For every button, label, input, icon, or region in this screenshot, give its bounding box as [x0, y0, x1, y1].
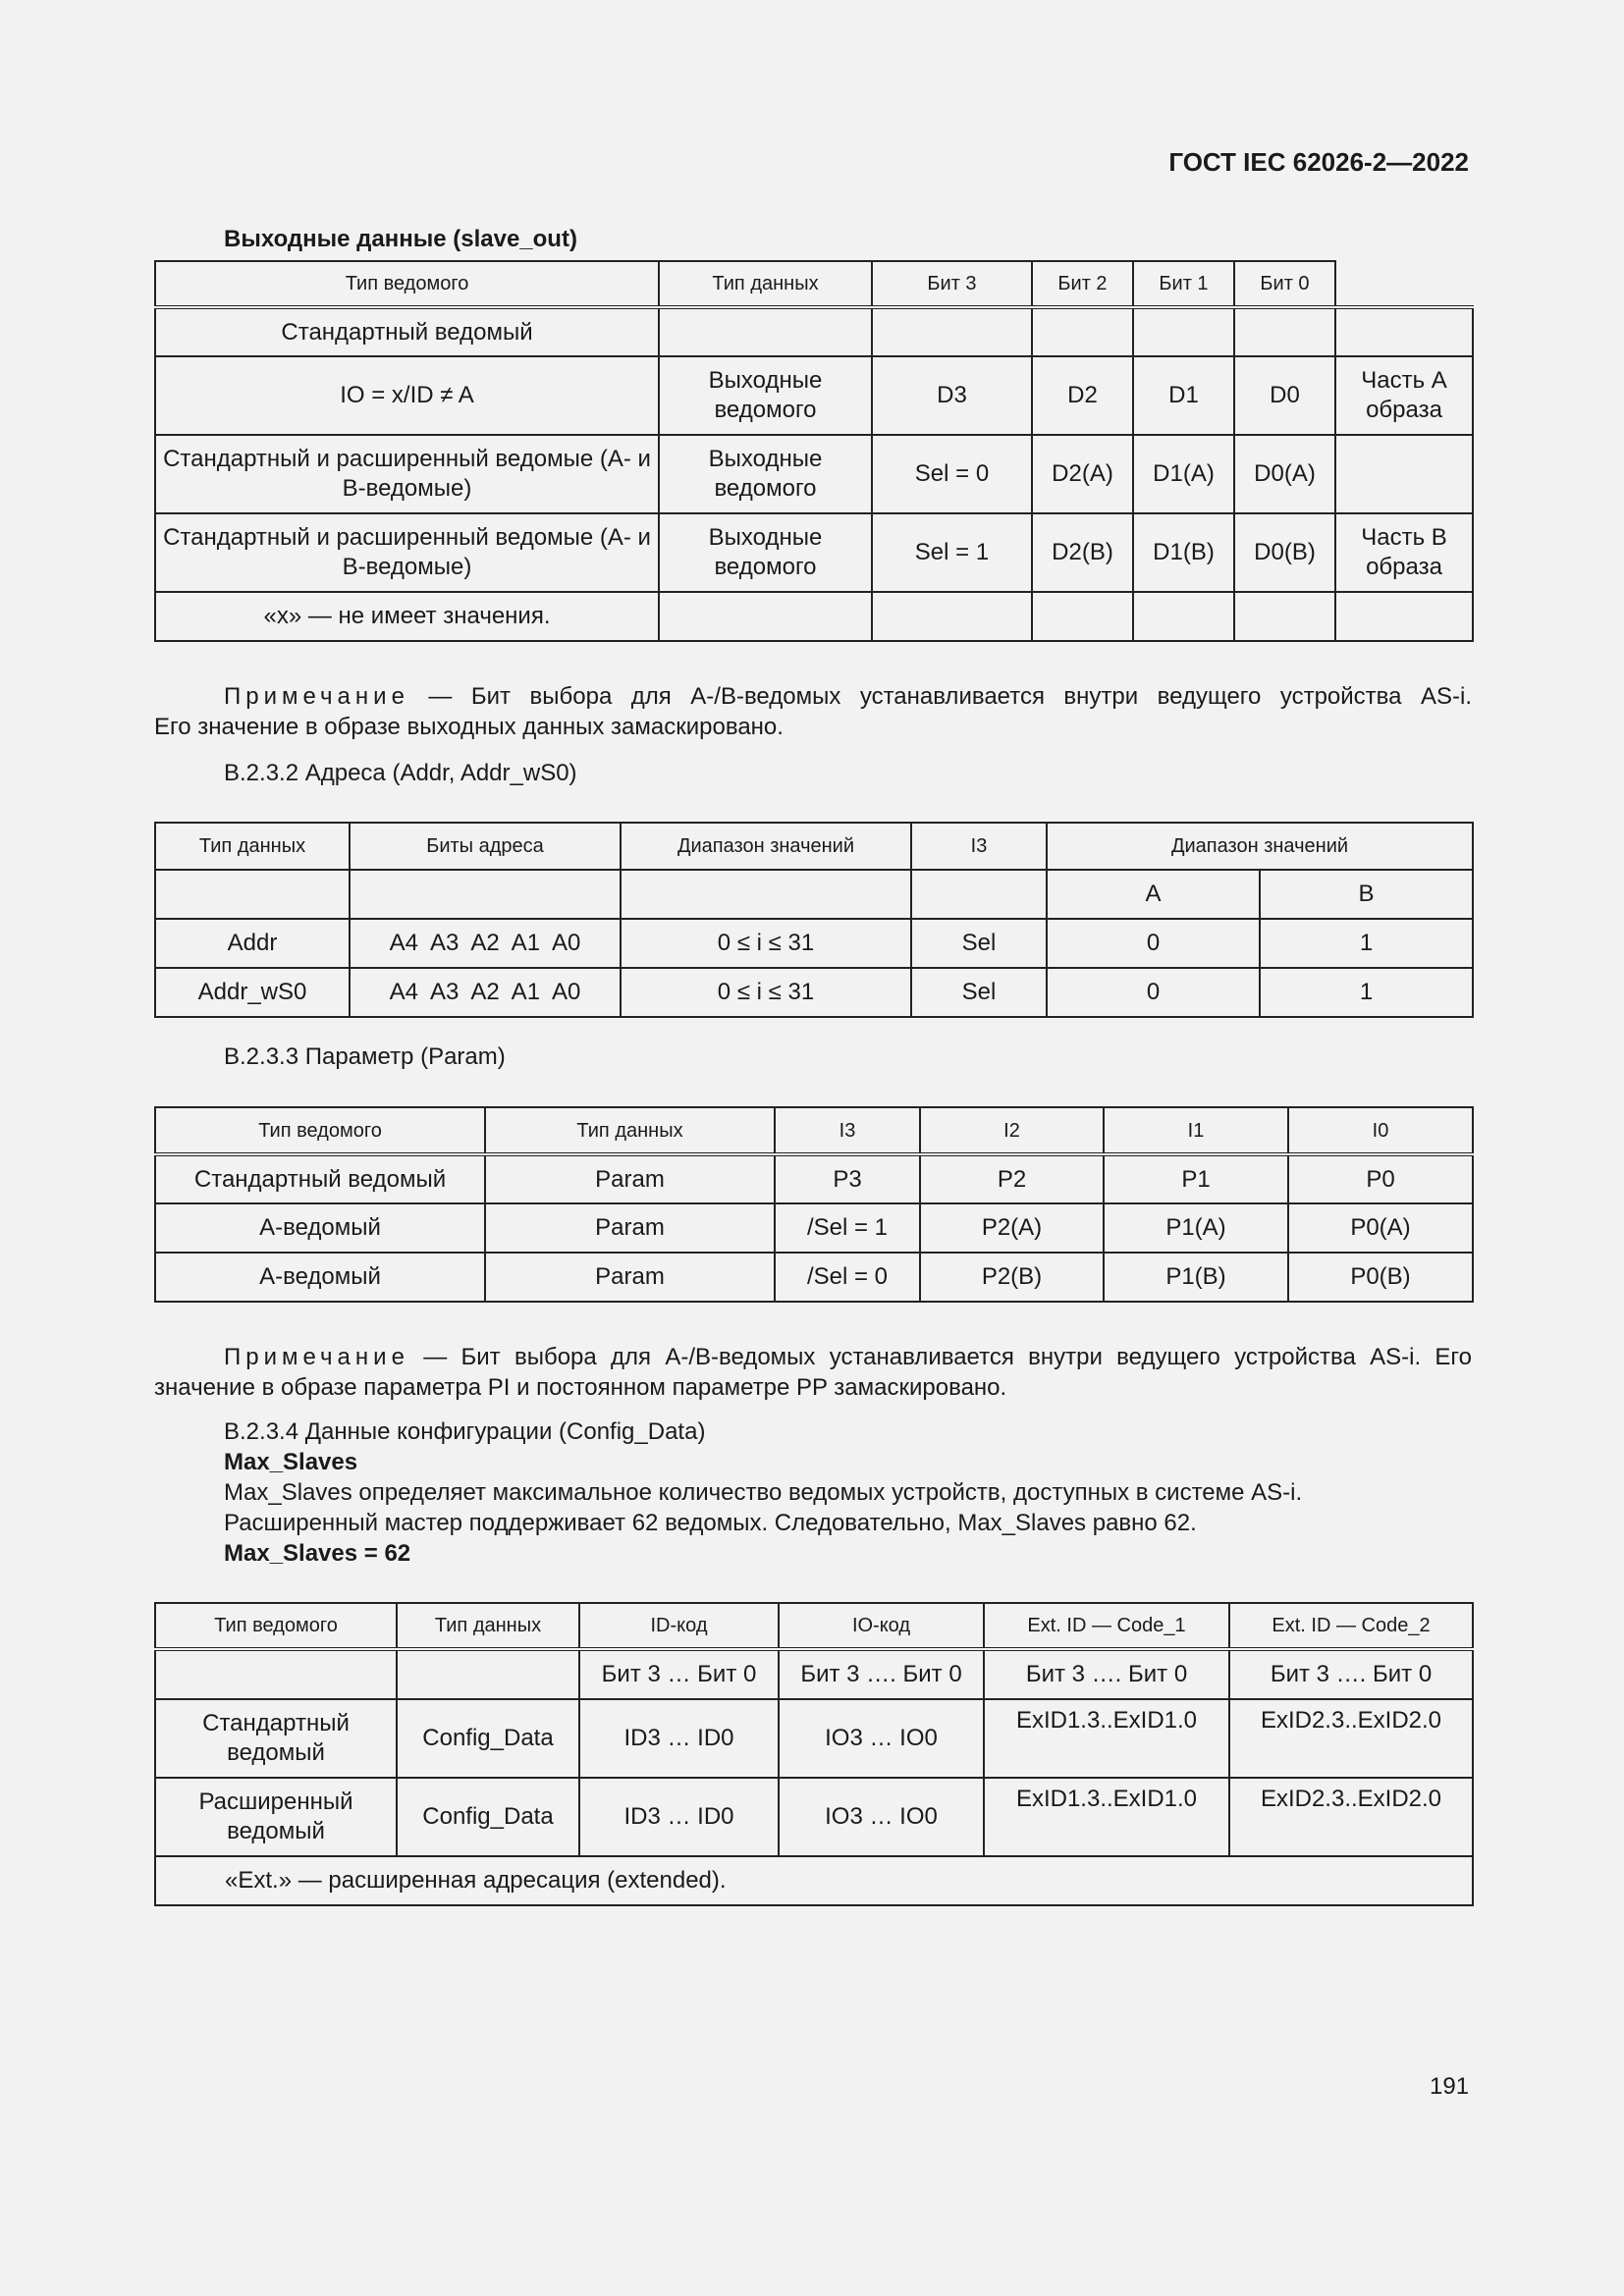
table-cell: 0 ≤ i ≤ 31	[621, 968, 911, 1017]
header-cell: Ext. ID — Code_1	[984, 1603, 1229, 1649]
table-cell: A4 A3 A2 A1 A0	[350, 919, 621, 968]
table-cell: Config_Data	[397, 1778, 579, 1856]
table-cell: Sel	[911, 919, 1047, 968]
max-slaves-text-2: Расширенный мастер поддерживает 62 ведомых. Следовательно, Max_Slaves равно 62.	[224, 1510, 1197, 1536]
table-cell: P1(A)	[1104, 1203, 1288, 1253]
subheader-cell: B	[1260, 870, 1473, 919]
table-cell: /Sel = 0	[775, 1253, 920, 1302]
table-cell: P2(B)	[920, 1253, 1104, 1302]
table-cell: Стандартный ведомый	[155, 1154, 485, 1203]
table-cell	[1335, 592, 1473, 641]
header-cell: I3	[775, 1107, 920, 1154]
table-cell: ExID2.3..ExID2.0	[1229, 1778, 1473, 1856]
table-cell: Выходные ведомого	[659, 435, 872, 513]
table-cell: 0 ≤ i ≤ 31	[621, 919, 911, 968]
subheader-cell	[911, 870, 1047, 919]
header-cell: Тип ведомого	[155, 261, 659, 307]
table-cell	[659, 592, 872, 641]
table-cell: Стандартный ведомый	[155, 1699, 397, 1778]
header-cell: I3	[911, 823, 1047, 870]
table1-title: Выходные данные (slave_out)	[224, 226, 577, 252]
header-cell: Диапазон значений	[621, 823, 911, 870]
table-cell: Расширенный ведомый	[155, 1778, 397, 1856]
header-cell: Тип данных	[659, 261, 872, 307]
table-cell	[1032, 592, 1133, 641]
subheader-cell: Бит 3 …. Бит 0	[1229, 1649, 1473, 1699]
param-table	[154, 1106, 1474, 1303]
table-cell: D0(B)	[1234, 513, 1335, 592]
table-footnote: «x» — не имеет значения.	[155, 592, 659, 641]
slave-out-table	[154, 260, 1474, 642]
header-cell: I2	[920, 1107, 1104, 1154]
note-label: Примечание	[224, 683, 409, 710]
table-cell: Sel = 0	[872, 435, 1032, 513]
table-cell: /Sel = 1	[775, 1203, 920, 1253]
header-cell: IO-код	[779, 1603, 984, 1649]
table-cell: Addr	[155, 919, 350, 968]
header-cell: Бит 1	[1133, 261, 1234, 307]
table-cell: D0(A)	[1234, 435, 1335, 513]
table-cell: P0	[1288, 1154, 1473, 1203]
header-cell: Тип данных	[485, 1107, 775, 1154]
table-cell: D1(B)	[1133, 513, 1234, 592]
table-cell: Часть В образа	[1335, 513, 1473, 592]
table-cell: D0	[1234, 356, 1335, 435]
note1-line1	[154, 681, 1472, 712]
config-data-table	[154, 1602, 1474, 1906]
subheader-cell: Бит 3 …. Бит 0	[779, 1649, 984, 1699]
table-cell: P0(A)	[1288, 1203, 1473, 1253]
table-cell: ID3 … ID0	[579, 1699, 779, 1778]
address-table	[154, 822, 1474, 1018]
table-cell: D1(A)	[1133, 435, 1234, 513]
table-cell: Sel	[911, 968, 1047, 1017]
table-cell: Стандартный ведомый	[155, 307, 659, 356]
note2-line1	[154, 1342, 1472, 1372]
table-cell: D1	[1133, 356, 1234, 435]
table-cell: Addr_wS0	[155, 968, 350, 1017]
table-cell: P1(B)	[1104, 1253, 1288, 1302]
table-cell	[872, 592, 1032, 641]
table-cell: Стандартный и расширенный ведомые (А- и В-ведомые)	[155, 513, 659, 592]
subheader-cell: Бит 3 … Бит 0	[579, 1649, 779, 1699]
table-cell: D2(A)	[1032, 435, 1133, 513]
document-header: ГОСТ IEC 62026-2—2022	[1168, 147, 1469, 177]
table-cell: ExID1.3..ExID1.0	[984, 1778, 1229, 1856]
note-label: Примечание	[224, 1344, 409, 1370]
subheader-cell	[621, 870, 911, 919]
table-cell	[1032, 307, 1133, 356]
table-cell: Выходные ведомого	[659, 513, 872, 592]
header-cell: Тип ведомого	[155, 1603, 397, 1649]
header-cell: Тип ведомого	[155, 1107, 485, 1154]
table-cell	[659, 307, 872, 356]
table-cell	[1133, 307, 1234, 356]
table-cell: Выходные ведомого	[659, 356, 872, 435]
section-b232-heading: B.2.3.2 Адреса (Addr, Addr_wS0)	[224, 760, 577, 786]
table-cell: P2(A)	[920, 1203, 1104, 1253]
table-cell: Sel = 1	[872, 513, 1032, 592]
table-cell: ExID1.3..ExID1.0	[984, 1699, 1229, 1778]
table-cell: 1	[1260, 919, 1473, 968]
note-text: — Бит выбора для А-/В-ведомых устанавливается внутри ведущего устройства AS-i. Его	[423, 1344, 1472, 1370]
header-cell: I1	[1104, 1107, 1288, 1154]
note-text: — Бит выбора для А-/В-ведомых устанавливается внутри ведущего устройства AS-i.	[428, 683, 1472, 710]
table-cell: Стандартный и расширенный ведомые (А- и В-ведомые)	[155, 435, 659, 513]
table-cell: D3	[872, 356, 1032, 435]
table-cell: D2(B)	[1032, 513, 1133, 592]
note2-line2: значение в образе параметра PI и постоянном параметре PP замаскировано.	[154, 1374, 1007, 1401]
table-cell: А-ведомый	[155, 1253, 485, 1302]
table-cell	[1133, 592, 1234, 641]
table-cell: А-ведомый	[155, 1203, 485, 1253]
header-cell: Диапазон значений	[1047, 823, 1473, 870]
table-cell: P1	[1104, 1154, 1288, 1203]
subheader-cell	[155, 870, 350, 919]
table-cell: IO3 … IO0	[779, 1778, 984, 1856]
header-cell: Биты адреса	[350, 823, 621, 870]
subheader-cell	[397, 1649, 579, 1699]
header-cell: Бит 3	[872, 261, 1032, 307]
subheader-cell	[350, 870, 621, 919]
header-cell: Ext. ID — Code_2	[1229, 1603, 1473, 1649]
header-cell: Тип данных	[155, 823, 350, 870]
max-slaves-formula: Max_Slaves = 62	[224, 1540, 411, 1567]
subheader-cell: A	[1047, 870, 1260, 919]
header-cell: I0	[1288, 1107, 1473, 1154]
subheader-cell: Бит 3 …. Бит 0	[984, 1649, 1229, 1699]
table-cell: IO3 … IO0	[779, 1699, 984, 1778]
table-cell: P3	[775, 1154, 920, 1203]
table-cell: 1	[1260, 968, 1473, 1017]
table-cell	[872, 307, 1032, 356]
table-cell: ID3 … ID0	[579, 1778, 779, 1856]
table-cell: P2	[920, 1154, 1104, 1203]
table-cell	[1335, 435, 1473, 513]
table-cell: Param	[485, 1253, 775, 1302]
page-number: 191	[1430, 2073, 1470, 2100]
section-b234-heading: B.2.3.4 Данные конфигурации (Config_Data)	[224, 1418, 706, 1445]
table-footnote: «Ext.» — расширенная адресация (extended).	[155, 1856, 1473, 1905]
header-cell: Бит 2	[1032, 261, 1133, 307]
note1-line2: Его значение в образе выходных данных замаскировано.	[154, 714, 784, 740]
table-cell: Config_Data	[397, 1699, 579, 1778]
table-cell	[1234, 592, 1335, 641]
header-cell: Бит 0	[1234, 261, 1335, 307]
table-cell: 0	[1047, 968, 1260, 1017]
max-slaves-heading: Max_Slaves	[224, 1449, 358, 1475]
table-cell: Часть А образа	[1335, 356, 1473, 435]
table-cell: IO = x/ID ≠ A	[155, 356, 659, 435]
table-cell: Param	[485, 1154, 775, 1203]
table-cell	[1234, 307, 1335, 356]
table-cell: 0	[1047, 919, 1260, 968]
max-slaves-text-1: Max_Slaves определяет максимальное количество ведомых устройств, доступных в системе AS-i.	[224, 1479, 1303, 1506]
header-cell: Тип данных	[397, 1603, 579, 1649]
subheader-cell	[155, 1649, 397, 1699]
table-cell	[1335, 307, 1473, 356]
table-cell: P0(B)	[1288, 1253, 1473, 1302]
table-cell: D2	[1032, 356, 1133, 435]
table-cell: ExID2.3..ExID2.0	[1229, 1699, 1473, 1778]
table-cell: A4 A3 A2 A1 A0	[350, 968, 621, 1017]
section-b233-heading: B.2.3.3 Параметр (Param)	[224, 1043, 506, 1070]
empty-cell	[1335, 261, 1473, 307]
header-cell: ID-код	[579, 1603, 779, 1649]
table-cell: Param	[485, 1203, 775, 1253]
